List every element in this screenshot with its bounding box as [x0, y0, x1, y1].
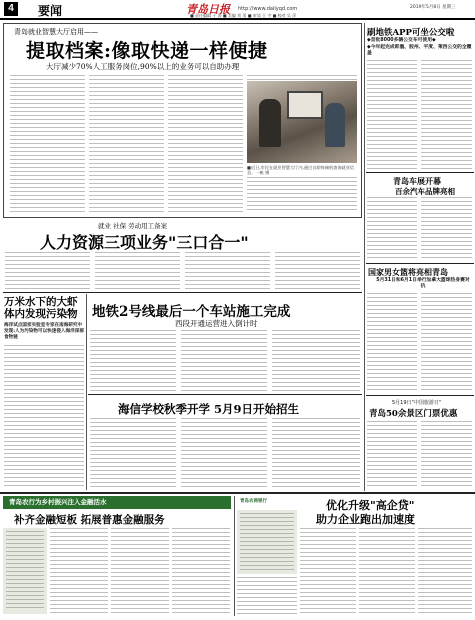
- article-hr-body: [95, 252, 180, 290]
- sidebar-tourism-body: [367, 421, 417, 489]
- article-metro-body: [272, 330, 360, 392]
- article-metro-subtitle: 西段开通运营进入倒计时: [175, 319, 258, 328]
- bottom-left-body: [111, 528, 169, 614]
- bottom-left-title: 补齐金融短板 拓展普惠金融服务: [14, 514, 165, 526]
- sidebar-basketball-title: 国家男女篮将亮相青岛: [368, 267, 448, 277]
- article-hisense-title: 海信学校秋季开学 5月9日开始招生: [118, 402, 300, 416]
- article-hisense-body: [181, 418, 267, 488]
- article-hisense-body: [272, 418, 360, 488]
- bottom-left-intro-text: [6, 531, 44, 611]
- article-metro-title: 地铁2号线最后一个车站施工完成: [92, 304, 291, 320]
- bottom-right-title2: 助力企业跑出加速度: [316, 513, 415, 526]
- sidebar-autoshow-body: [367, 197, 417, 261]
- article-smart-hall-kicker: 青岛就业智慧大厅启用——: [14, 28, 98, 36]
- masthead: [0, 0, 475, 20]
- sidebar-basketball-body: [421, 293, 472, 393]
- bottom-right-intro-text: [240, 513, 294, 571]
- bottom-right-title: 优化升级"高企贷": [326, 499, 415, 512]
- article-smart-hall-caption: ■近日,市民在就业智慧大厅内,通过自助终端机查询就业信息。一帆 摄: [247, 165, 355, 175]
- bottom-right-body: [359, 528, 415, 614]
- bottom-left-banner: 青岛农行为乡村振兴注入金融活水: [3, 496, 231, 509]
- sidebar-autoshow-body: [421, 197, 472, 261]
- sidebar-tourism-body: [421, 421, 472, 489]
- article-shrimp-body: [4, 345, 84, 488]
- sidebar-tourism-kicker: 5月19日"中国旅游日": [392, 400, 442, 406]
- sidebar-basketball-sub: 5月31日和6月1日举行加拿大篮球热身赛对抗: [376, 278, 470, 289]
- issue-date: 2019年5月8日 星期三: [410, 5, 456, 10]
- bottom-left-body: [172, 528, 230, 614]
- article-smart-hall-photo: [247, 81, 357, 163]
- article-smart-hall-body: [247, 177, 357, 213]
- sidebar-autoshow-sub: 百余汽车品牌亮相: [395, 187, 455, 196]
- article-shrimp-subtitle: 海洋试点国家实验室专家在南海研究中发现:人为污染物可以快速侵入海洋深部食物链: [4, 323, 84, 340]
- article-smart-hall-body: [89, 75, 164, 213]
- article-smart-hall-body: [10, 75, 85, 213]
- sidebar-basketball-body: [367, 293, 417, 393]
- editor-line: ■ 责任编辑 于 涛 ■ 美编 刘 男 ■ 审读 王 宇 ■ 校对 吴 萍: [190, 13, 297, 18]
- article-hr-title: 人力资源三项业务"三口合一": [40, 233, 249, 252]
- section-name: 要闻: [38, 4, 63, 18]
- site-url: http://www.dailyqd.com: [238, 6, 298, 12]
- sidebar-tourism-title: 青岛50余景区门票优惠: [369, 409, 458, 419]
- bottom-right-body: [237, 577, 297, 614]
- bottom-right-body: [418, 528, 472, 614]
- sidebar-metro-app-body: [421, 60, 472, 170]
- sidebar-metro-app-body: [367, 60, 417, 170]
- article-smart-hall-title: 提取档案:像取快递一样便捷: [26, 40, 268, 62]
- article-hr-body: [275, 252, 360, 290]
- sidebar-autoshow-title: 青岛车展开幕: [393, 176, 441, 186]
- newspaper-logo: 青岛日报: [186, 3, 230, 16]
- sidebar-metro-app-sub: ◆首批8000多辆公交车可使用◆: [367, 38, 436, 43]
- article-hr-kicker: 就业 社保 劳动用工备案: [98, 222, 168, 230]
- sidebar-metro-app-sub2: ◆今年起完成即墨、胶州、平度、莱西公交的全覆盖: [367, 45, 472, 56]
- bottom-right-kicker: 青岛农商银行: [240, 499, 267, 504]
- article-smart-hall-subtitle: 大厅减少70%人工服务岗位,90%以上的业务可以自助办理: [46, 62, 240, 71]
- article-smart-hall-body: [168, 75, 243, 213]
- article-hr-body: [185, 252, 270, 290]
- bottom-right-body: [300, 528, 356, 614]
- article-hr-body: [5, 252, 90, 290]
- article-hisense-body: [90, 418, 176, 488]
- page-number-box: 4: [4, 2, 18, 16]
- sidebar-metro-app-title: 刷地铁APP可坐公交啦: [367, 28, 455, 38]
- bottom-left-body: [50, 528, 108, 614]
- article-shrimp-title: 万米水下的大虾体内发现污染物: [4, 296, 78, 320]
- article-metro-body: [90, 330, 176, 392]
- article-metro-body: [181, 330, 267, 392]
